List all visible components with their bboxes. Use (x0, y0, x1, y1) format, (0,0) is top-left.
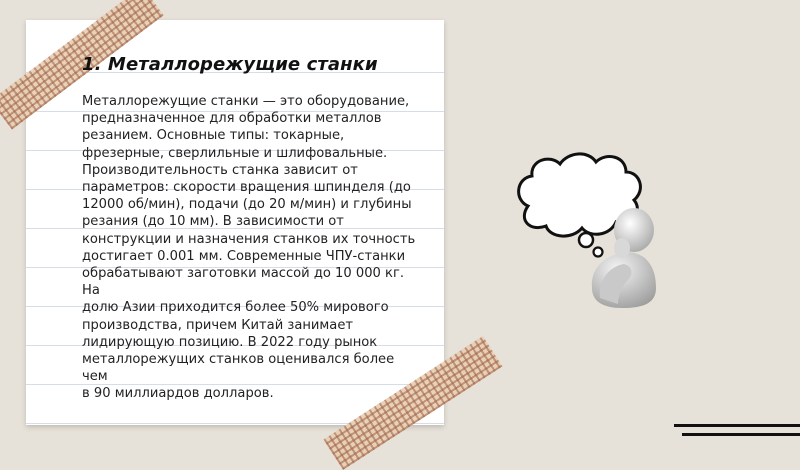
decorative-lines (674, 424, 800, 442)
decorative-line (674, 424, 800, 427)
figure-hand (614, 238, 630, 258)
slide-title: 1. Металлорежущие станки (82, 54, 378, 75)
decorative-line (682, 433, 800, 436)
slide-body-text: Металлорежущие станки — это оборудование, предназначенное для обработки металлов резанием. Основные типы: токарные, фрезерные, сверлильные и шлифовальные. Производительность станка зависит от параметров: скорости вращения шпинделя (до 12000 об/мин), подачи (до 20 м/мин) и глубины резания (до 10 мм). В зависимости от конструкции и назначения станков их точность достигает 0.001 мм. Современные ЧПУ-станки обрабатывают заготовки массой до 10 000 кг. На долю Азии приходится более 50% мирового производства, причем Китай занимает лидирующую позицию. В 2022 году рынок металлорежущих станков оценивался более чем в 90 миллиардов долларов. (82, 94, 416, 402)
thinking-person-icon (510, 148, 660, 308)
thought-bubble-medium (579, 233, 593, 247)
thought-bubble-small (594, 248, 603, 257)
